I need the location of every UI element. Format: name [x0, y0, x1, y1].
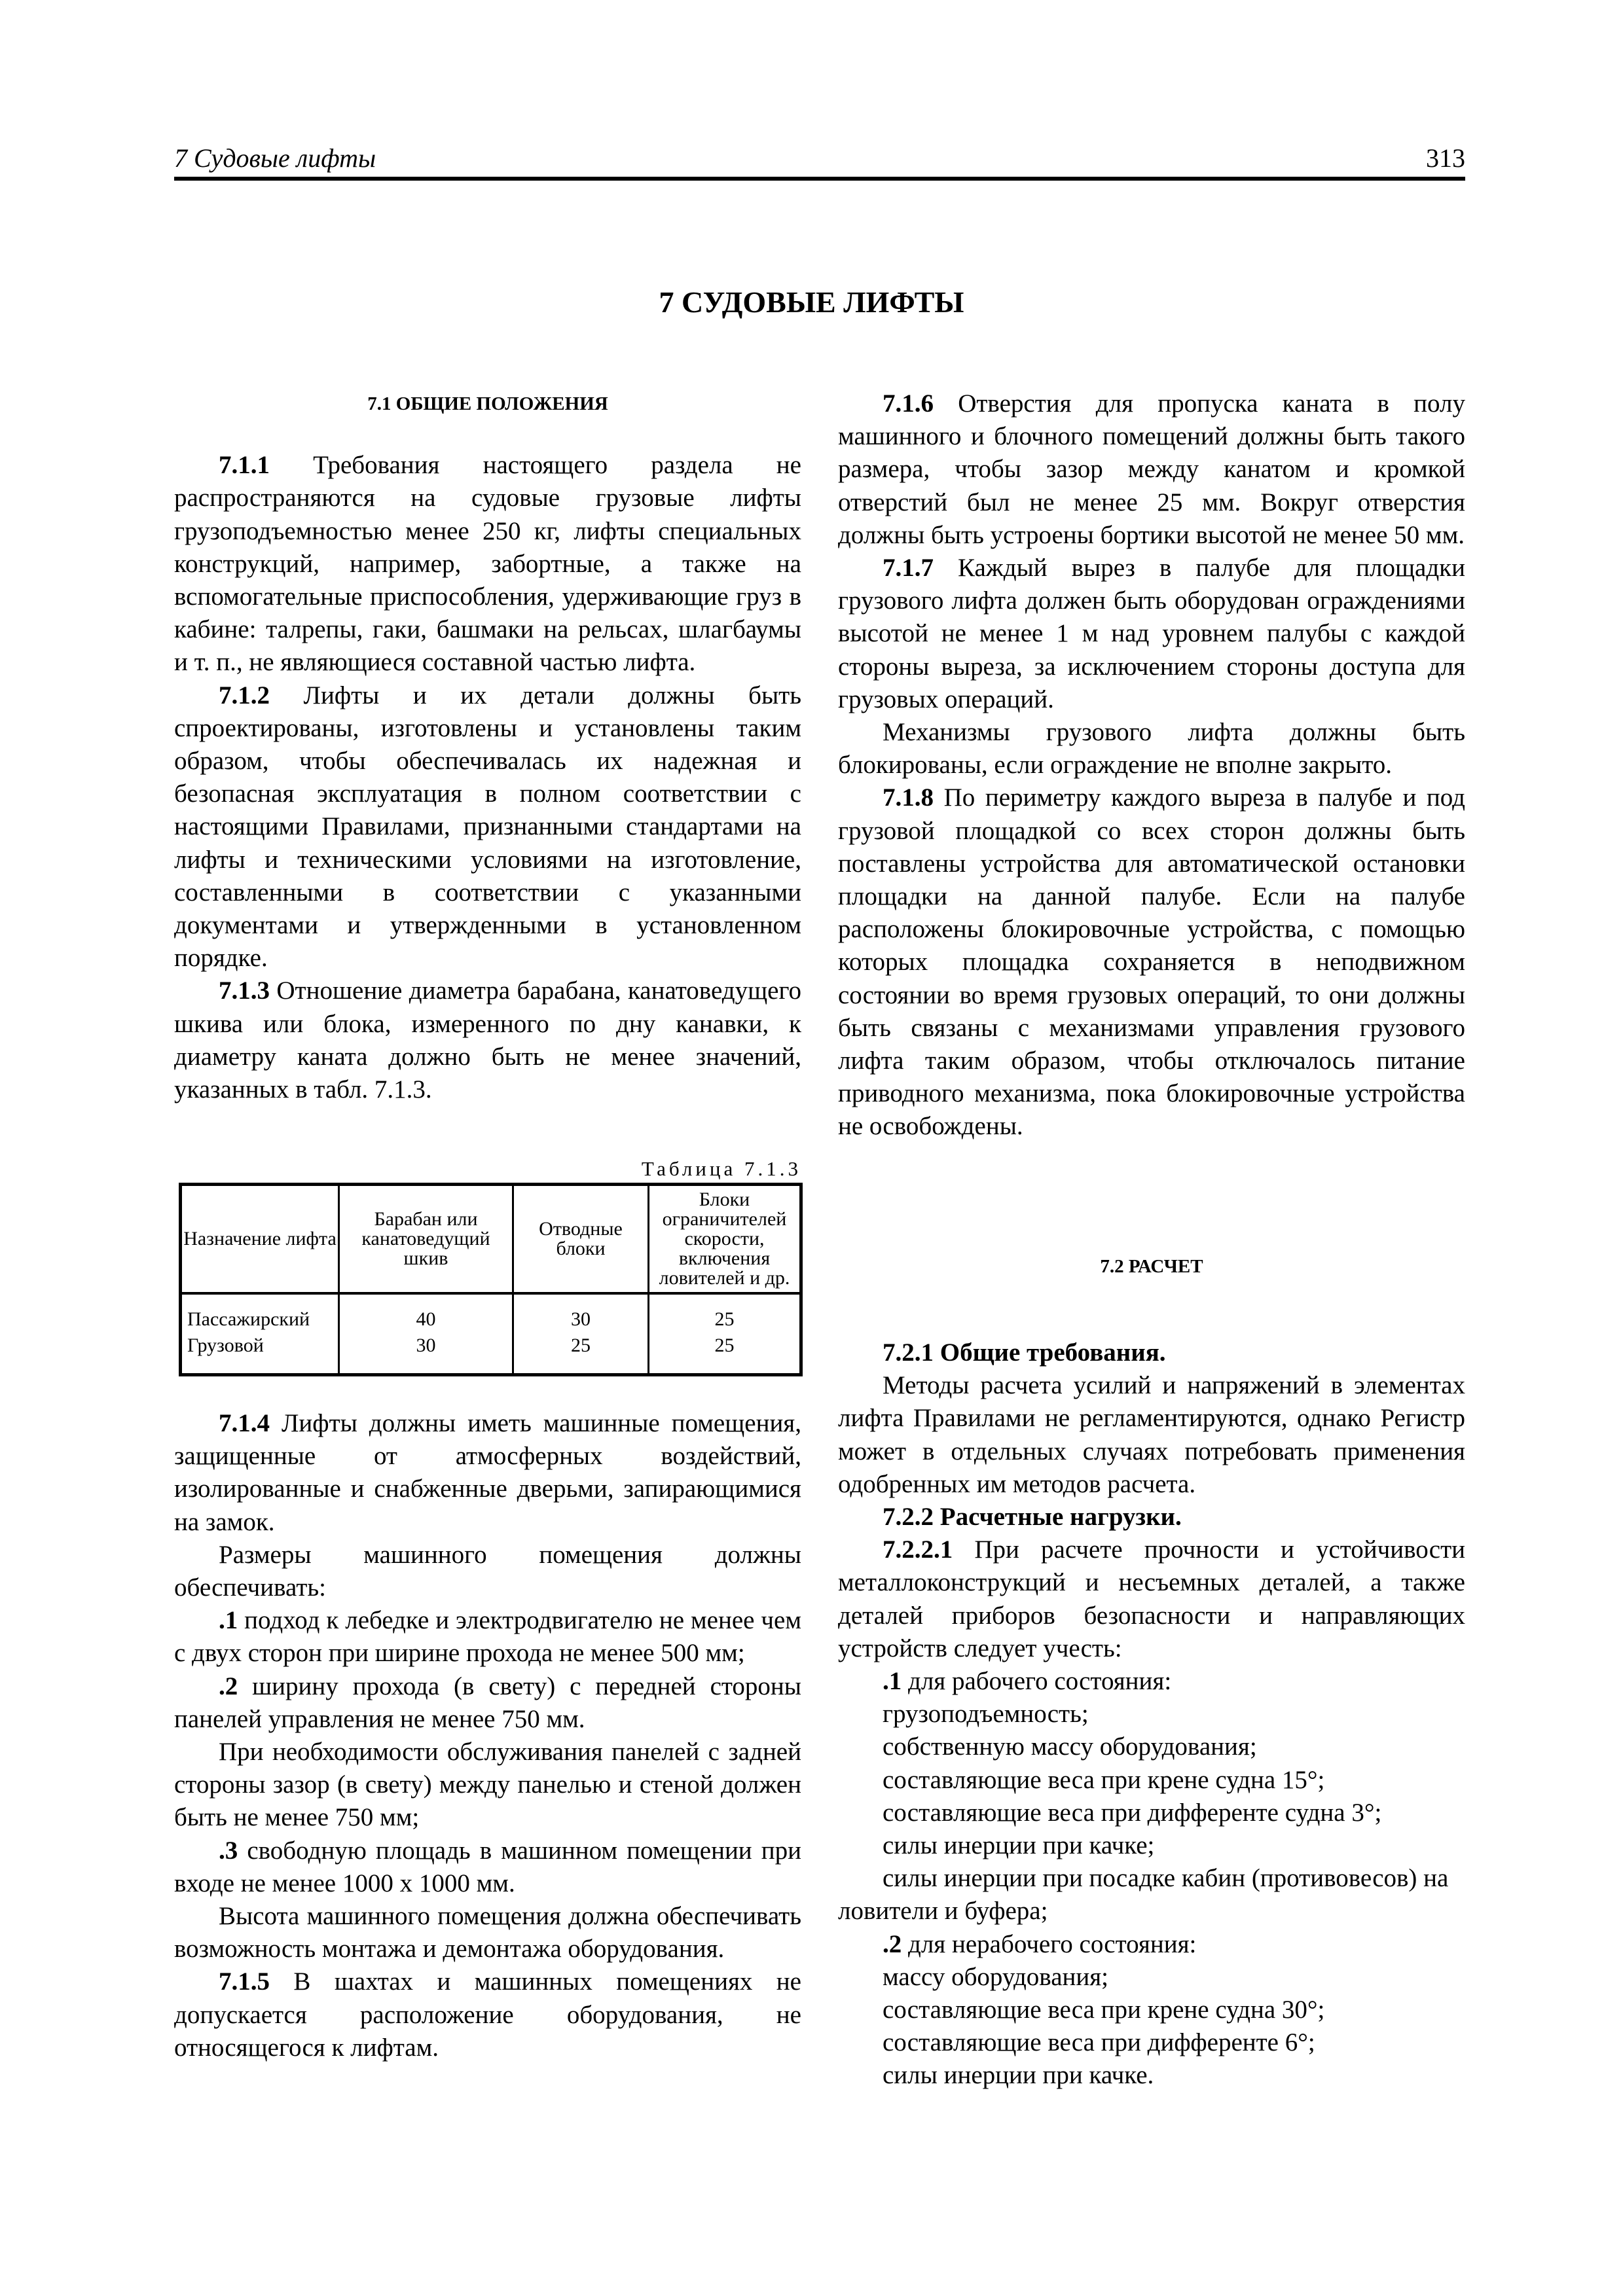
- clause-number: .1: [883, 1667, 902, 1696]
- clause-number: 7.1.5: [219, 1967, 270, 1996]
- clause-text: для нерабочего состояния:: [902, 1929, 1197, 1958]
- paragraph: [838, 1501, 1465, 1534]
- clause-text: При необходимости обслуживания панелей с задней стороны зазор (в свету) между панелью и стеной должен быть не менее 750 мм;: [174, 1738, 801, 1832]
- paragraph: [174, 1736, 801, 1835]
- clause-number: 7.1.8: [883, 783, 934, 812]
- clause-text: для рабочего состояния:: [902, 1667, 1172, 1696]
- clause-text: Высота машинного помещения должна обеспечивать возможность монтажа и демонтажа оборудования.: [174, 1902, 801, 1964]
- table-row: [181, 1333, 801, 1375]
- clause-number: 7.2.1 Общие требования.: [883, 1338, 1166, 1367]
- clause-text: Методы расчета усилий и напряжений в элементах лифта Правилами не регламентируются, однако Регистр может в отдельных случаях потребовать применения одобренных им методов расчета.: [838, 1371, 1465, 1498]
- table-caption: Таблица 7.1.3: [641, 1157, 801, 1180]
- paragraph: [838, 781, 1465, 1143]
- paragraph: [174, 1670, 801, 1736]
- chapter-title: 7 СУДОВЫЕ ЛИФТЫ: [659, 285, 964, 319]
- clause-text: свободную площадь в машинном помещении при входе не менее 1000 х 1000 мм.: [174, 1836, 801, 1897]
- paragraph: [838, 1698, 1465, 1731]
- paragraph: [174, 1900, 801, 1965]
- table-cell: 25: [649, 1333, 801, 1375]
- clause-text: Механизмы грузового лифта должны быть блокированы, если ограждение не вполне закрыто.: [838, 718, 1465, 780]
- section-heading: 7.2 РАСЧЕТ: [1100, 1256, 1203, 1277]
- clause-text: В шахтах и машинных помещениях не допускается расположение оборудования, не относящегося к лифтам.: [174, 1967, 801, 2062]
- table-header-row: [181, 1185, 801, 1294]
- clause-text: силы инерции при посадке кабин (противовесов) на ловители и буфера;: [838, 1864, 1449, 1926]
- clause-number: 7.2.2 Расчетные нагрузки.: [883, 1503, 1182, 1532]
- clause-number: .2: [219, 1672, 238, 1700]
- table-cell: 30: [513, 1293, 649, 1333]
- header-rule: [174, 177, 1465, 181]
- clause-number: 7.2.2.1: [883, 1535, 953, 1564]
- paragraph: [838, 1764, 1465, 1797]
- section-heading: 7.1 ОБЩИЕ ПОЛОЖЕНИЯ: [367, 393, 608, 414]
- paragraph: [174, 1835, 801, 1900]
- table-row: [181, 1293, 801, 1333]
- clause-text: силы инерции при качке.: [883, 2061, 1154, 2090]
- paragraph: [838, 1961, 1465, 1994]
- clause-number: .1: [219, 1606, 238, 1635]
- clause-number: 7.1.3: [219, 977, 270, 1005]
- table-header: Отводные блоки: [513, 1185, 649, 1294]
- table-header: Барабан или канатоведущий шкив: [339, 1185, 513, 1294]
- paragraph: [838, 1797, 1465, 1829]
- right-column-top: [838, 387, 1465, 1143]
- clause-text: Размеры машинного помещения должны обеспечивать:: [174, 1540, 801, 1602]
- table-cell: Пассажирский: [181, 1293, 339, 1333]
- clause-text: Отверстия для пропуска каната в полу машинного и блочного помещений должны быть такого размера, чтобы зазор между канатом и кромкой отверстий был не менее 25 мм. Вокруг отверстия должны быть устроены бортики высотой не менее 50 мм.: [838, 389, 1465, 549]
- table-cell: 40: [339, 1293, 513, 1333]
- table-cell: Грузовой: [181, 1333, 339, 1375]
- clause-text: ширину прохода (в свету) с передней стороны панелей управления не менее 750 мм.: [174, 1672, 801, 1733]
- paragraph: [838, 1731, 1465, 1763]
- clause-text: Лифты и их детали должны быть спроектированы, изготовлены и установлены таким образом, чтобы обеспечивалась их надежная и безопасная эксплуатация в полном соответствии с настоящими Правилами, признанными стандартами на лифты и техническими условиями на изготовление, составленными в соответствии с указанными документами и утвержденными в установленном порядке.: [174, 681, 801, 973]
- paragraph: [838, 1336, 1465, 1369]
- clause-number: .3: [219, 1836, 238, 1865]
- paragraph: [174, 1965, 801, 2064]
- running-header-title: 7 Судовые лифты: [174, 143, 376, 173]
- left-column-bottom: [174, 1407, 801, 2064]
- paragraph: [174, 1539, 801, 1604]
- paragraph: [838, 1928, 1465, 1961]
- table-cell: 25: [513, 1333, 649, 1375]
- clause-number: .2: [883, 1929, 902, 1958]
- paragraph: [838, 716, 1465, 781]
- paragraph: [838, 2026, 1465, 2059]
- right-column-bottom: [838, 1336, 1465, 2092]
- clause-text: Отношение диаметра барабана, канатоведущего шкива или блока, измеренного по дну канавки, к диаметру каната должно быть не менее значений, указанных в табл. 7.1.3.: [174, 977, 801, 1104]
- paragraph: [838, 1665, 1465, 1698]
- table-cell: 25: [649, 1293, 801, 1333]
- clause-text: собственную массу оборудования;: [883, 1732, 1257, 1761]
- paragraph: [174, 1604, 801, 1670]
- clause-text: составляющие веса при дифференте судна 3°;: [883, 1798, 1382, 1827]
- clause-text: Каждый вырез в палубе для площадки грузового лифта должен быть оборудован ограждениями высотой не менее 1 м над уровнем палубы с каждой стороны выреза, за исключением стороны доступа для грузовых операций.: [838, 554, 1465, 713]
- paragraph: [838, 1862, 1465, 1928]
- clause-text: силы инерции при качке;: [883, 1831, 1155, 1860]
- clause-number: 7.1.6: [883, 389, 934, 418]
- paragraph: [838, 1369, 1465, 1501]
- paragraph: [174, 679, 801, 975]
- table-header: Блоки ограничителей скорости, включения ловителей и др.: [649, 1185, 801, 1294]
- paragraph: [174, 449, 801, 679]
- clause-text: массу оборудования;: [883, 1962, 1109, 1991]
- left-column-top: [174, 387, 801, 1106]
- clause-text: При расчете прочности и устойчивости металлоконструкций и несъемных деталей, а также деталей приборов безопасности и направляющих устройств следует учесть:: [838, 1535, 1465, 1662]
- table-header: Назначение лифта: [181, 1185, 339, 1294]
- paragraph: [838, 1994, 1465, 2026]
- paragraph: [838, 387, 1465, 552]
- clause-text: составляющие веса при дифференте 6°;: [883, 2028, 1315, 2057]
- clause-text: Требования настоящего раздела не распространяются на судовые грузовые лифты грузоподъемностью менее 250 кг, лифты специальных конструкций, например, забортные, а также на вспомогательные приспособления, удерживающие груз в кабине: талрепы, гаки, башмаки на рельсах, шлагбаумы и т. п., не являющиеся составной частью лифта.: [174, 451, 801, 677]
- page-number: 313: [1426, 143, 1465, 173]
- clause-number: 7.1.2: [219, 681, 270, 709]
- paragraph: [838, 552, 1465, 716]
- clause-text: Лифты должны иметь машинные помещения, защищенные от атмосферных воздействий, изолированные и снабженные дверьми, запирающимися на замок.: [174, 1409, 801, 1536]
- paragraph: [838, 1534, 1465, 1665]
- clause-text: грузоподъемность;: [883, 1700, 1089, 1729]
- clause-number: 7.1.4: [219, 1409, 270, 1437]
- paragraph: [838, 2059, 1465, 2092]
- clause-text: составляющие веса при крене судна 15°;: [883, 1765, 1325, 1794]
- data-table: [179, 1183, 803, 1376]
- table-cell: 30: [339, 1333, 513, 1375]
- right-column-heading: [838, 1250, 1465, 1283]
- clause-text: составляющие веса при крене судна 30°;: [883, 1996, 1325, 2024]
- paragraph: [174, 1407, 801, 1539]
- paragraph: [174, 975, 801, 1106]
- clause-text: подход к лебедке и электродвигателю не менее чем с двух сторон при ширине прохода не менее 500 мм;: [174, 1606, 801, 1668]
- paragraph: [838, 1829, 1465, 1862]
- clause-text: По периметру каждого выреза в палубе и под грузовой площадкой со всех сторон должны быть поставлены устройства для автоматической остановки площадки на данной палубе. Если на палубе расположены блокировочные устройства, с помощью которых площадка сохраняется в неподвижном состоянии во время грузовых операций, то они должны быть связаны с механизмами управления грузового лифта таким образом, чтобы отключалось питание приводного механизма, пока блокировочные устройства не освобождены.: [838, 783, 1465, 1141]
- clause-number: 7.1.1: [219, 451, 270, 480]
- clause-number: 7.1.7: [883, 554, 934, 583]
